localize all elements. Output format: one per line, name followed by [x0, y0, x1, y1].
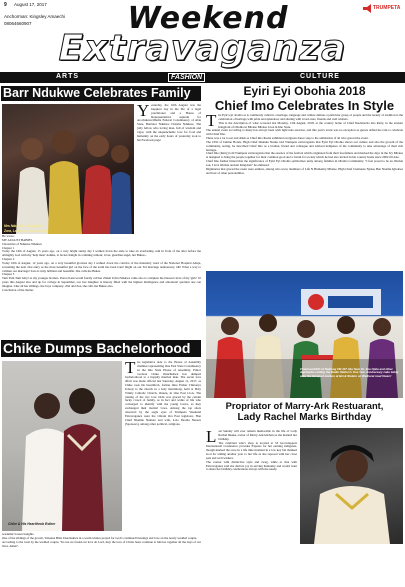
story1-line: He wrote:: [2, 235, 15, 238]
event-photo-illustration: [206, 271, 403, 398]
celebrant-photo-illustration: [300, 428, 403, 544]
story4-paragraph: The caterer with distinctive style and swag, while at chat with Extravaganza said she derives joy in serving humanity and would want to share her birthday celebrations always with the needy.: [206, 459, 297, 472]
story2-photo-caption: Chike & His Heartthrob Esther: [8, 522, 56, 526]
story2-line: academic bosses/weights.: [2, 533, 35, 536]
story1-line: MY AUGUST BABIES.: [2, 237, 33, 242]
section-fashion: FASHION: [168, 73, 205, 82]
story2-paragraph: One of the siblings of the groom, Tobenna Bliss Ukachukwu in a warm wishes prayed for God's continued blessings and love on the newly wedded couple.: [2, 535, 198, 540]
story3-paragraph: There was a lot to eat and drink as Chief Imo Ihezie exhibited evergreen dance step to the admiration of all who graced the event.: [206, 136, 369, 141]
story3-paragraph: Chief Imo further hinted that the significance of Eyiri Eyi Obohia symbolizes unity among families in Obohia Community. "I feel proud to be an Obohia son, I love Obohia ancient Kingdom" he enthused.: [206, 159, 403, 167]
story1-paragraph: Tum Tum Tum baby! as my younger brother- Pastor Kani would fondly call her Zizieh Uchu Ndukwe came also to complete the blessed circle of my 'girls' 10 years this August also and up for college in September, our last daughter is literary filled with the highest intelligence and emotional quotient one can imagine. Like all her siblings- the boys company- Zizi and Zee, she calls me Bukas also.: [2, 276, 201, 288]
family-photo-illustration: [2, 104, 134, 234]
masthead-title-bottom: Extravaganza: [58, 28, 347, 69]
trumpet-icon: [362, 4, 372, 13]
story4-dropcap: L: [206, 430, 217, 446]
story3-paragraph: The annual event according to many has always been with light nuts exercise, and this year's event was no exception as guests defied the rain to celebrate with Chief Imo.: [206, 128, 403, 137]
story3-photo: [206, 271, 403, 398]
story1-line: Conclusion of the matter.: [2, 287, 34, 292]
story1-headline: Barr Ndukwe Celebrates Family: [1, 86, 201, 101]
story1-line: Chronicles of Ndukwe Ndukwe: [2, 241, 42, 246]
story3-dropcap: T: [206, 114, 217, 130]
phone-number: 08064660907: [4, 21, 32, 26]
story3-paragraph: Dignitaries that graced the event were endless, among who were; members of Life N Humanity Mbaise, High Chief Clemenze Njoku, Ben Nnamu Igbokwe and host of other personalities.: [206, 166, 403, 175]
wedding-photo-illustration: [2, 361, 122, 531]
section-arts: ARTS: [56, 73, 80, 80]
story1-right-column: [137, 104, 201, 234]
story1-line: Chapter 3: [2, 272, 15, 277]
story1-line: Chapter 1: [2, 245, 15, 250]
masthead-title-top: Weekend: [127, 1, 289, 36]
story2-headline: Chike Dumps Bachelorhood: [1, 340, 201, 357]
story2-right-text: he legislative aide to the House of Assembly member representing Ona East State Constituency in the Imo State House of Assembly, Prince Godson Chike Onuchukwu has dumped bachelorhood to a happily married man. The secret love affair was made official last Saturday, August 11, 2017, as Chike took his heartthrob, former miss Esther Chinonye Udeoji to the church in a holy matrimony, held at Holy Trinity Catholic Church, Onuzu, in Ona East LGA. The joining of the two love birds was graced by the certain lucky crowd of family, as in fact and walks of life who converged to identify with the young lovers, as they exchanged their marital vows. Among the top shots observed by the eagle eyes of Trumpeta Weekend Extravaganza were the vibrant Ora East legislator, Hon Chief Nkemie Nemere and wife, Lolo Ifeoma Nzeeze (Sponsors), among other political, religious,: [125, 361, 201, 426]
story2-right-column: [125, 361, 201, 531]
anchorman-label: Anchorman: Kingsley Amaechi: [4, 14, 66, 19]
story4-headline-1: Propriator of Marry-Ark Restuarant,: [225, 400, 384, 411]
issue-date: August 17, 2017: [14, 2, 47, 7]
story3-paragraph: Chief Imo (Ratty) told Trumpeta extravaganza that the essence of the festival which originated from their forefathers and marked the days in the Ivy Mbaise is designed to bring the people together for their common good and a forum for society which he had also invited in his country home since 2004 till date.: [206, 151, 403, 160]
section-culture: CULTURE: [300, 73, 340, 80]
story3-body: [206, 114, 403, 269]
story1-right-text: esterday, the 16th August was the happiest day in the life of a legal practitioner and a House of Representatives aspirant for Arochukwu/Ohafia Federal Constituency of Abia State, Barrister Ndukwe Chioma Ndukwe. The jolly fellow who loving man, full of wisdom and vigor, with the unquenchable love for food and humanity on the early hours of yesterday took to his Facebook page:: [137, 104, 201, 142]
story1-photo-caption-2: Zara, Lawrence & Zizi Hasty: [4, 228, 48, 233]
story3-headline-2: Chief Imo Celebrates In Style: [214, 98, 395, 113]
story1-paragraph: Today the 16th of August, 15 years ago, on a very bright sunny day I walked down the aisle to take an everlasting oath in front of the alter before the Almighty God with my 'help meet' Ashike, to be her Knight in a shining armour, lover, guardian angel, her Bukas...: [2, 249, 201, 258]
story3-headline-1: Eyiri Eyi Obohia 2018: [243, 84, 366, 98]
story2-dropcap: T: [125, 361, 136, 377]
story2-body: [2, 533, 201, 585]
story4-body: [206, 430, 297, 576]
story2-paragraph: According to the toast by the wedded couple, "In one we found our love oh Lord, may the love of Christ Jesus continue to bind us together all the days of our lives. Amen".: [2, 539, 201, 548]
story1-dropcap: Y: [137, 104, 150, 120]
story3-paragraph: The CEO of Jamine Hotels, High Chief Imeinke Nzeke told Trumpeta extravaganza that Eyiri Eyi Obohia shows our culture and also the growth of the community, noting, he described Chief Imo as a brother, friend and colleague and advised indigenes of the community to take advantage of their rich heritage.: [206, 139, 403, 152]
story1-body: [2, 235, 201, 339]
story4-paragraph: ast Sunday will ever remain memorable in the life of Lady Rachel Okeke, owner of Merry-Ark kitchen as she marked her birthday.: [218, 430, 297, 441]
trumpeta-logo: [362, 2, 402, 14]
story3-paragraph: This is the description of what occurred last Monday, 13th August, 2018, at the country home of Chief Ihecimacha Isio Ratty, in the ancient Kingdom of Obohia in Mbaise Mbaise LGA in Imo State.: [218, 120, 403, 129]
logo-text: TRUMPETA: [373, 5, 401, 11]
story3-paragraph: he Eyiri eyi obohia as is commonly called is a heritage, language and culture defines a particular group of people and the beauty of tradition is the celebration of heritage with pride and splendour, and sharing with loved ones, friends and well wishers.: [218, 114, 403, 121]
story1-photo: [2, 104, 134, 234]
story4-photo: [300, 428, 403, 544]
story4-paragraph: The celebrant who's shop is located at 53 Grovelappers International Conference provides Express for her earning indigenes, though marked the once in a life time moment in a low key but thanked God for adding another year to her life as she reposed with her close pals and well wishers.: [206, 440, 297, 460]
story1-line: Chapter 2: [2, 257, 15, 262]
page-number: 9: [4, 2, 7, 8]
story3-photo-caption: Chairman/CEO of Radiung FM 107 Abu Nam Dr. Eze Ojelu and other dignitaries cutting the Radio Station's One Year Anniversary cake today after the Banquet Lecture at Brisk Station on Wetheral road Owerri: [300, 367, 399, 378]
story2-photo: [2, 361, 122, 531]
story1-photo-caption-1: Mrs Ndukwe & Daughters: [4, 224, 44, 228]
story4-headline-2: Lady Rachel Marks Birthday: [237, 412, 372, 423]
story1-paragraph: Today 16th of August, 12 years ago, on a very beautiful glorious day I walked down the corridor of the maternity ward of the National Hospital Abuja, screaming the next chat entry as the most beautiful girl on the face of the earth has been born! Right on our 3rd marriage anniversary. Oh! What a way to validate our marriage! Zara is truly brilliant and beautiful. She calls me Bukas.: [2, 260, 201, 273]
